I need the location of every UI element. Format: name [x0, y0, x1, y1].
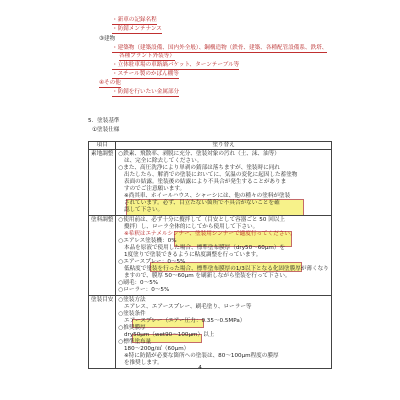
text-line: ○使用前は、必ず十分に攪拌して（目安として容器ごと 50 回以上: [118, 217, 285, 223]
text-line: 本品を原液で使用した場合、標準塗布膜厚（dry50〜60μm）を: [118, 245, 286, 251]
section-heading: 5．塗装基準: [88, 118, 120, 124]
spec-table: [88, 141, 332, 369]
text-line: ○推奨膜厚: [118, 325, 146, 331]
text-line: 1度塗りで塗装できるように粘度調整を行っています。: [118, 252, 262, 258]
text-line: 低粘度で塗装を行った場合、標準塗布膜厚の1/3以下となる化固塗膜厚が薄くなり: [118, 266, 329, 272]
text-line: 180〜200g/㎡（60μm）: [118, 346, 190, 352]
row-label: 塗装目安: [89, 296, 116, 369]
subsection-label: ④その他: [99, 80, 121, 88]
text-line: ○標準塗布量: [118, 339, 152, 345]
text-line: を推奨します。: [118, 360, 163, 366]
text-line: 表面の結露。塗装後の結露により不具合が発生することがありま: [118, 179, 287, 185]
text-line: されています。必ず、目立たない箇所で不具合がないことを確: [118, 200, 280, 206]
text-line: ますので、膜厚 50〜60μm を刷新しながら塗装を行って下さい。: [118, 273, 291, 279]
list-item: 各種プラント外装等）: [119, 53, 175, 61]
row-label: 塗料調整: [89, 216, 116, 296]
text-line: は、完全に除去してください。: [118, 158, 203, 164]
row-label: 素地調整: [89, 150, 116, 216]
text-line: ※希釈はエナメルシンナー、塗装用シンナーで適度行ってください。: [118, 231, 296, 237]
text-line: ○刷毛：0〜5%: [118, 280, 159, 286]
text-line: ※尚其車、ホイールハウス、シャーシには、他の種々の塗料が塗装: [118, 193, 291, 199]
page-number: 4: [198, 365, 202, 371]
text-line: ○塗装方法: [118, 297, 146, 303]
text-line: エアレス、エアースプレー、刷毛塗り、ローラー等: [118, 304, 252, 310]
text-line: ○また、高圧洗浄により単剥の錆部は落ちますが、塗装時に同れ: [118, 165, 280, 171]
row-content: [116, 150, 331, 216]
list-item: ・立体駐車場の車路縞パケット、ターンテーブル等: [112, 62, 239, 70]
text-line: ○エアレス塗装機：0%: [118, 238, 177, 244]
table-row: [89, 150, 332, 216]
text-line: dry50μm（wet90〜100μm）以上: [118, 332, 215, 338]
section-subheading: ①塗装仕様: [92, 127, 120, 133]
list-item: ・防錆を行いたい金属部分: [112, 89, 179, 97]
text-line: 認して下さい。: [118, 207, 164, 213]
text-line: ※特に防錆が必要な箇所への塗装は、80〜100μm程度の膜厚: [118, 353, 279, 359]
row-content: [116, 296, 331, 369]
table-header-row: [89, 142, 332, 150]
list-item: ・新車の記録名程: [112, 17, 157, 25]
list-item: ・防錆メンテナンス: [112, 26, 162, 34]
text-line: ○ローラー：0〜5%: [118, 287, 170, 293]
column-header: 項目: [89, 142, 116, 150]
subsection-label: ③建物: [99, 36, 116, 42]
table-row: [89, 216, 332, 296]
text-line: 攪拌）し、ローラ全体的にしてから使用して下さい。: [118, 224, 259, 230]
list-item: ・スチール製のかばん棚等: [112, 71, 179, 79]
text-line: ○塗装条件: [118, 311, 146, 317]
text-line: すのでご注意願います。: [118, 186, 186, 192]
row-content: [116, 216, 331, 296]
column-header: 塗り替え: [116, 142, 331, 150]
table-row: [89, 296, 332, 369]
text-line: ○鉄素、飛散率、剥脱に充分、塗装対象の汚れ（土、沫、油等）: [118, 151, 280, 157]
text-line: 出たしたら、解消での塗装においてに、気温の変化に起因した蓄塗物: [118, 172, 298, 178]
text-line: エアースプレー（エアー圧力：0.35〜0.5MPa）: [118, 318, 246, 324]
text-line: ○エアースプレー：0〜5%: [118, 259, 186, 265]
list-item: ・建築物（建築設備、国内外全般）、鋼構造物（鉄骨、建築、各種配管設備系、鉄塔、: [112, 45, 327, 53]
